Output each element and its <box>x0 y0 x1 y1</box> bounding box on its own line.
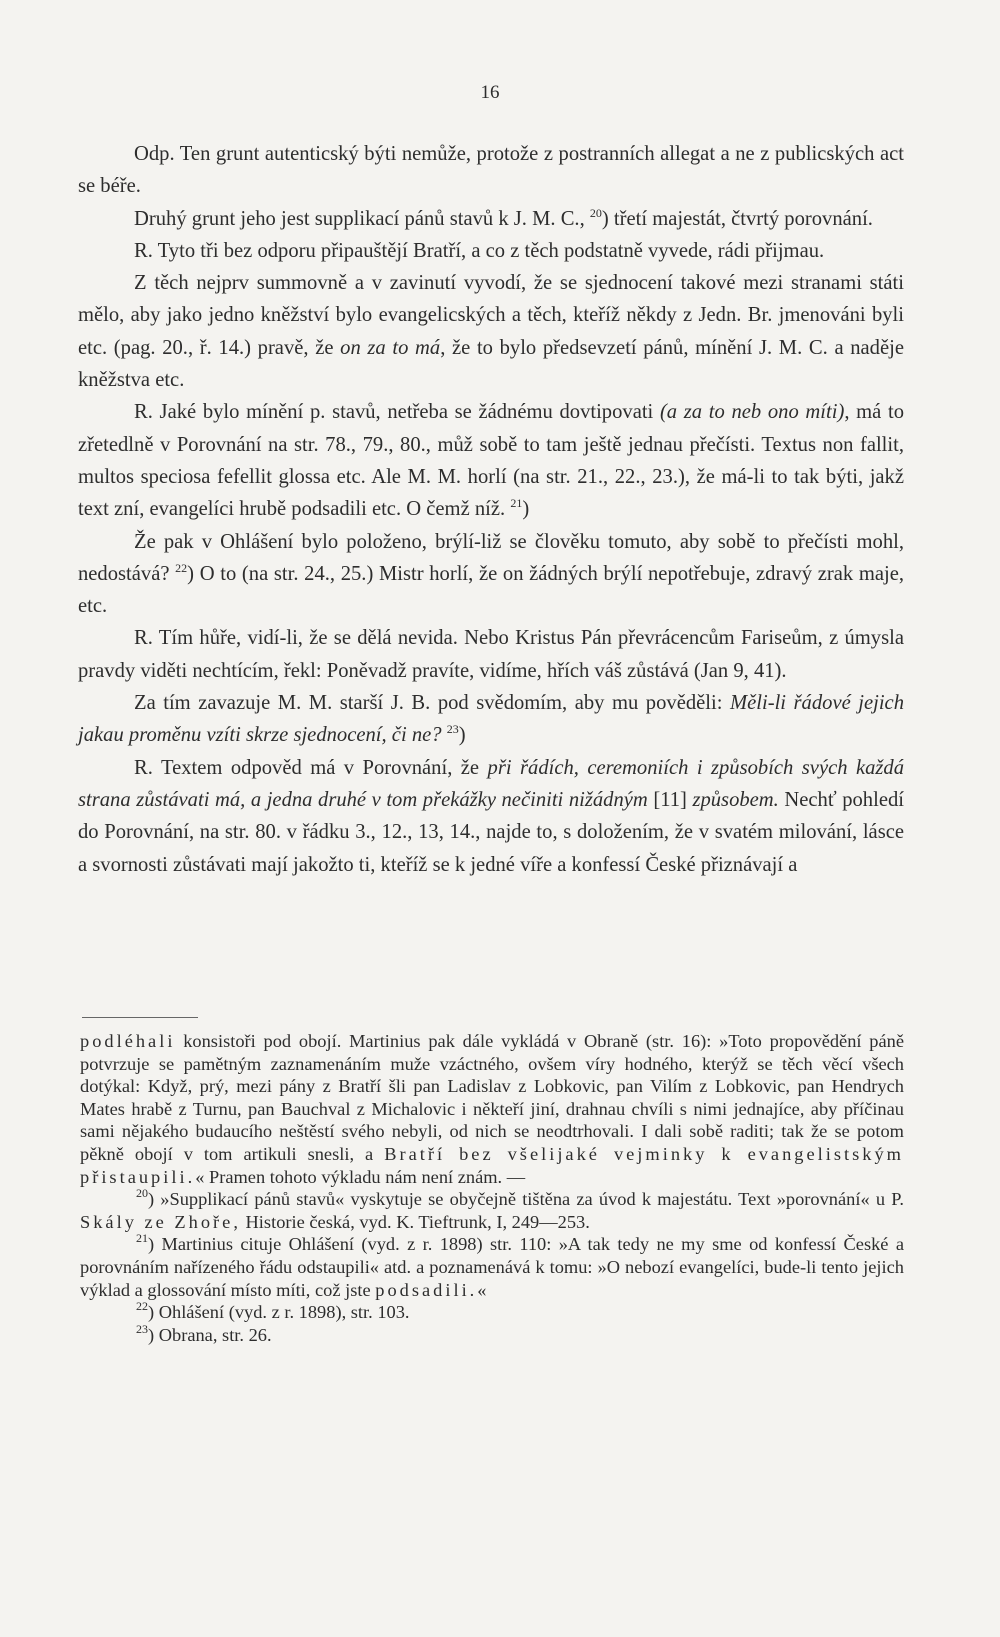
paragraph-text: R. Tyto tři bez odporu připauštějí Bratří, a co z těch podstatně vyvede, rádi přijmau. <box>134 239 825 262</box>
footnote-ref: 20 <box>589 205 602 220</box>
italic-text: (a za to neb ono míti) <box>659 401 845 424</box>
paragraph-text: R. Tím hůře, vidí-li, že se dělá nevida. Nebo Kristus Pán převrácencům Fariseům, z úmysla pravdy viděti nechtícím, řekl: Poněvadž pravíte, vidíme, hřích váš zůstává (Jan 9, 41). <box>78 627 904 682</box>
footnote-20 <box>80 1188 904 1233</box>
paragraph <box>78 267 904 396</box>
footnote-number: 21 <box>136 1231 148 1246</box>
footnote-ref: 22 <box>175 560 188 575</box>
footnote-23 <box>80 1321 904 1347</box>
footnote-text: « <box>477 1279 487 1300</box>
footnote-continuation <box>80 1030 904 1188</box>
footnote-text: ) »Supplikací pánů stavů« vyskytuje se obyčejně tištěna za úvod k majestátu. Text »porovnání« u P. <box>148 1189 904 1210</box>
italic-text: on za to má <box>340 336 441 359</box>
main-text <box>78 138 904 881</box>
paragraph-text: R. Textem odpověd má v Porovnání, že <box>134 756 480 779</box>
footnote-number: 20 <box>136 1186 148 1201</box>
footnote-text: ) Obrana, str. 26. <box>148 1324 272 1345</box>
paragraph-text: ) třetí majestát, čtvrtý porovnání. <box>601 207 873 230</box>
footnote-text: Historie česká, vyd. K. Tieftrunk, I, 249—253. <box>245 1211 590 1232</box>
paragraph-text: Z těch nejprv summovně a v zavinutí vyvodí, že se sjednocení takové mezi stranami státi mělo, aby jako jedno kněžství bylo evangelicských a těch, kteříž někdy z Jedn. Br. jmenováni byli etc. (pag. 20., ř. 14.) pravě, že <box>78 272 904 359</box>
spaced-text: podsadili. <box>375 1279 478 1300</box>
paragraph-text: Za tím zavazuje M. M. starší J. B. pod svědomím, aby mu pověděli: <box>134 692 723 715</box>
paragraph-text: R. Jaké bylo mínění p. stavů, netřeba se žádnému dovtipovati <box>134 401 654 424</box>
paragraph <box>78 622 904 687</box>
paragraph <box>78 138 904 203</box>
italic-text: při řádích, ceremoniích i způsobích svých každá strana zůstávati má, a jedna druhé v tom překážky nečiniti nižádným <box>78 756 905 811</box>
footnote-ref: 21 <box>510 496 523 511</box>
italic-text: způsobem. <box>692 788 779 811</box>
paragraph-text: , má to zřetedlně v Porovnání na str. 78., 79., 80., můž sobě to tam ještě jednau přečísti. Textus non fallit, multos speciosa fefellit glossa etc. Ale M. M. horlí (na str. 21., 22., 23.), že má-li to tak býti, jakž text zní, evangelíci hrubě podsadili etc. O čemž níž. <box>78 401 904 521</box>
footnote-text: ) Martinius cituje Ohlášení (vyd. z r. 1898) str. 110: »A tak tedy ne my sme od konfessí České a porovnáním nařízeného řádu odstaupili« atd. a poznamenává k tomu: »O nebozí evangelíci, bude-li tento jejich výklad a glossování místo míti, což jste <box>80 1234 904 1300</box>
paragraph <box>78 235 904 267</box>
paragraph-text: Že pak v Ohlášení bylo položeno, brýlí-liž se člověku tomuto, aby sobě to přečísti mohl, nedostává? <box>78 530 904 585</box>
paragraph <box>78 752 904 881</box>
spaced-text: Skály ze Zhoře, <box>80 1211 241 1232</box>
paragraph-text: , že to bylo předsevzetí pánů, mínění J. M. C. a naděje kněžstva etc. <box>78 336 904 392</box>
paragraph-text: Druhý grunt jeho jest supplikací pánů stavů k J. M. C., <box>134 207 585 230</box>
footnote-separator <box>82 1017 198 1018</box>
paragraph-text: ) <box>522 498 530 521</box>
footnote-text: konsistoři pod obojí. Martinius pak dále vykládá v Obraně (str. 16): »Toto propovědění páně potvrzuje se pamětným zaznamenáním muže vzáctného, ovšem víry hodného, kterýž se těch věcí všech dotýkal: Když, prý, mezi pány z Bratří šli pan Ladislav z Lobkovic, pan Vilím z Lobkovic, pan Hendrych Mates hrabě z Turnu, pan Bauchval z Michalovic i někteří jiní, drahnau chvíli s nimi jednajíce, aby příčinau sami nějakého budaucího neštěstí svého nebyli, od nich se neodtrhovali. I dali sobě raditi; tak že se potom pěkně obojí v tom artikuli snesli, a <box>80 1031 904 1164</box>
paragraph-text: ) O to (na str. 24., 25.) Mistr horlí, že on žádných brýlí nepotřebuje, zdravý zrak maje, etc. <box>78 562 904 618</box>
footnote-number: 23 <box>136 1321 148 1336</box>
footnote-number: 22 <box>136 1299 148 1314</box>
spaced-text: Bratří bez všelijaké vejminky k evangelistským přistaupili. <box>80 1143 904 1187</box>
footnote-text: ) Ohlášení (vyd. z r. 1898), str. 103. <box>148 1302 410 1323</box>
paragraph-text: Odp. Ten grunt autenticský býti nemůže, protože z postranních allegat a ne z publicských act se béře. <box>78 143 904 198</box>
paragraph-text: Nechť pohledí do Porovnání, na str. 80. v řádku 3., 12., 13, 14., najde to, s doložením, že v svatém milování, lásce a svornosti zůstávati mají jakožto ti, kteříž se k jedné víře a konfessí České přiznávají a <box>78 788 904 876</box>
spaced-text: podléhali <box>80 1031 176 1051</box>
paragraph <box>78 203 904 235</box>
footnote-text: « Pramen tohoto výkladu nám není znám. — <box>195 1166 526 1187</box>
paragraph <box>78 687 904 752</box>
footnote-ref: 23 <box>446 722 459 737</box>
paragraph <box>78 396 904 525</box>
page-number: 16 <box>480 82 500 103</box>
paragraph <box>78 526 904 623</box>
italic-text: Měli-li řádové jejich jakau proměnu vzíti skrze sjednocení, či ne? <box>78 692 904 747</box>
paragraph-text: ) <box>458 724 466 747</box>
footnote-22 <box>80 1301 904 1324</box>
footnote-21 <box>80 1233 904 1301</box>
page-marker: [11] <box>653 788 687 811</box>
footnotes <box>80 1030 904 1346</box>
